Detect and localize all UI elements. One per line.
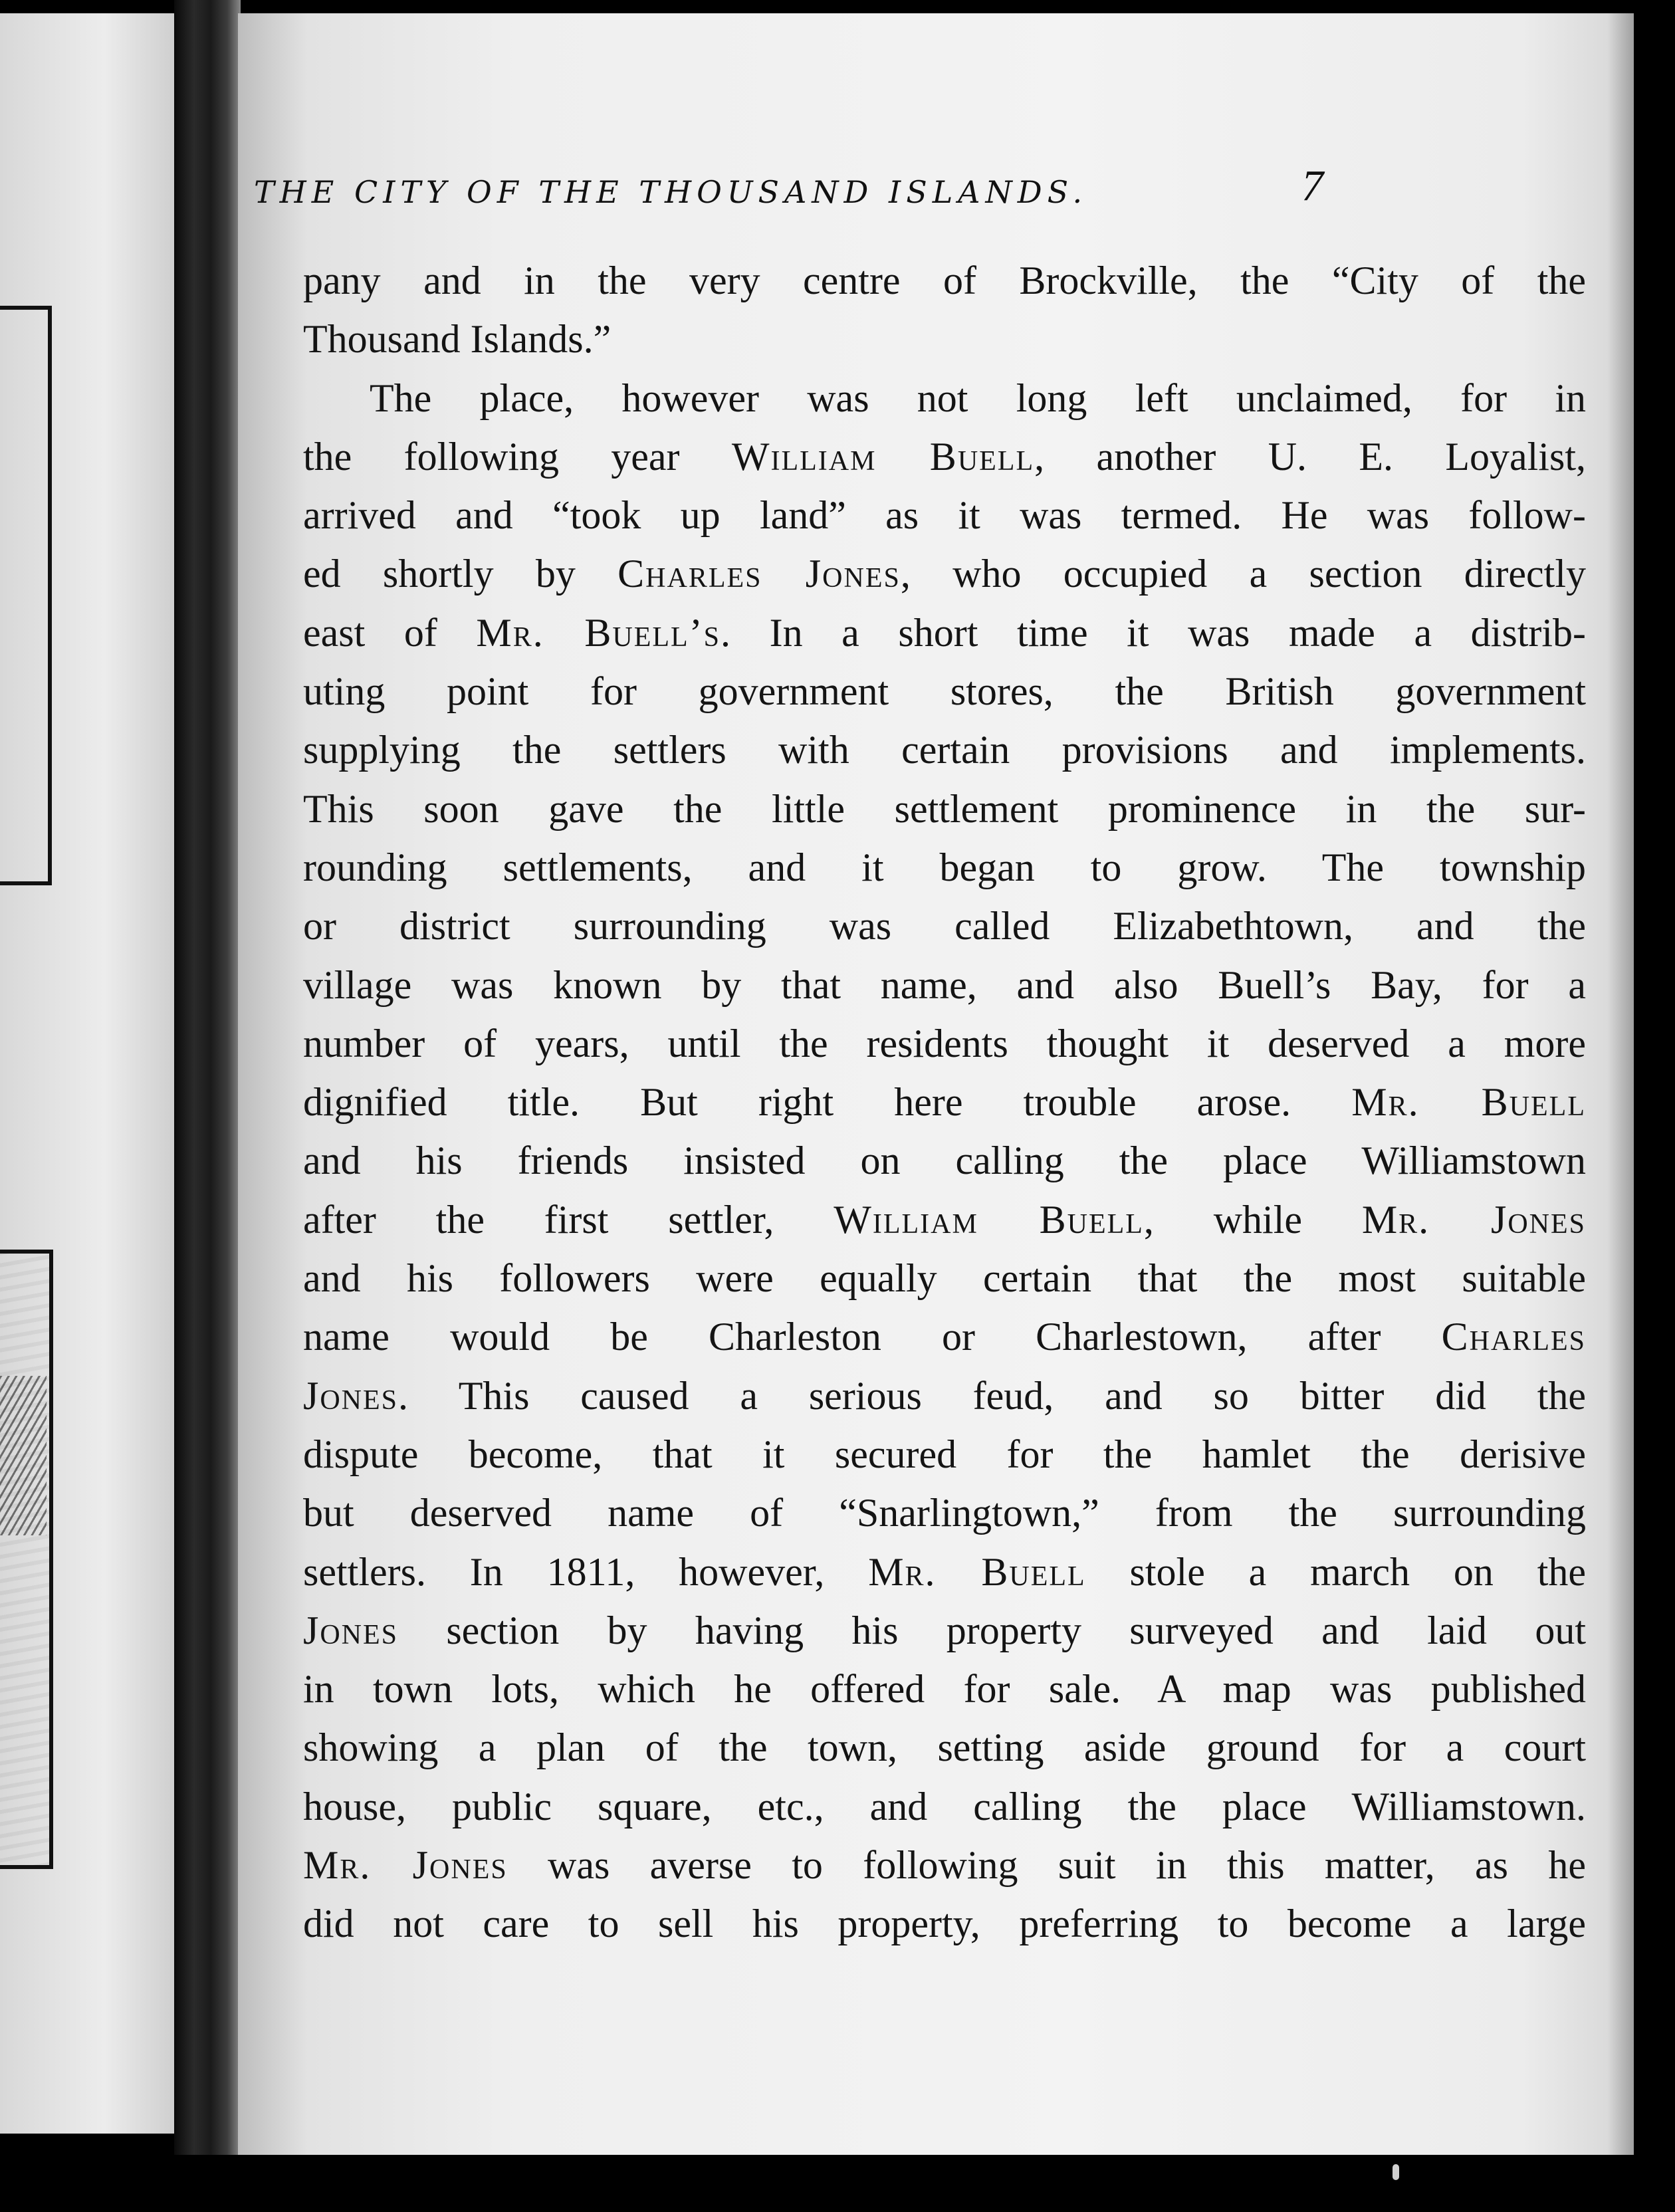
text-line bbox=[303, 544, 1586, 603]
text-segment: dispute become, that it secured for the hamlet the derisive bbox=[303, 1432, 1586, 1476]
text-segment: supplying the settlers with certain provisions and implements. bbox=[303, 728, 1586, 772]
scan-artifact bbox=[1393, 2164, 1399, 2180]
text-segment: did not care to sell his property, preferring to become a large bbox=[303, 1902, 1586, 1946]
map-illustration-fragment bbox=[0, 1376, 47, 1535]
text-line bbox=[303, 1601, 1586, 1660]
text-segment: house, public square, etc., and calling the place Williamstown. bbox=[303, 1784, 1586, 1828]
text-line bbox=[303, 897, 1586, 955]
book-spine-gutter bbox=[174, 0, 241, 2212]
text-segment: Thousand Islands.” bbox=[303, 317, 612, 362]
facing-page-fragment bbox=[0, 13, 174, 2134]
small-caps-name: Mr. Jones bbox=[303, 1843, 508, 1888]
small-caps-name: Mr. Buell bbox=[868, 1549, 1086, 1594]
text-segment: and his followers were equally certain that the most suitable bbox=[303, 1256, 1586, 1301]
text-line bbox=[303, 1190, 1586, 1249]
small-caps-name: Charles bbox=[1441, 1315, 1586, 1359]
text-line bbox=[303, 1894, 1586, 1953]
map-border-lower bbox=[0, 1250, 53, 1869]
text-line bbox=[303, 1249, 1586, 1307]
text-segment: , who occupied a section directly bbox=[900, 552, 1586, 596]
text-line bbox=[303, 1014, 1586, 1073]
page-edge-shadow bbox=[1607, 13, 1634, 2155]
small-caps-name: Jones bbox=[303, 1608, 399, 1652]
text-line bbox=[303, 1073, 1586, 1131]
text-segment: dignified title. But right here trouble arose. bbox=[303, 1080, 1352, 1125]
text-segment: name would be Charleston or Charlestown, after bbox=[303, 1315, 1442, 1359]
text-line bbox=[303, 956, 1586, 1014]
page-number: 7 bbox=[1301, 162, 1323, 210]
text-segment: but deserved name of “Snarlingtown,” from the surrounding bbox=[303, 1491, 1586, 1535]
small-caps-name: Mr. Buell bbox=[1351, 1080, 1586, 1125]
text-segment: east of bbox=[303, 610, 477, 655]
text-line bbox=[303, 427, 1586, 486]
text-line bbox=[303, 662, 1586, 720]
text-segment: or district surrounding was called Elizabethtown, and the bbox=[303, 904, 1586, 948]
text-segment: in town lots, which he offered for sale. A map was published bbox=[303, 1667, 1586, 1712]
text-line bbox=[303, 251, 1586, 310]
small-caps-name: Mr. Jones bbox=[1361, 1197, 1586, 1242]
text-segment: and his friends insisted on calling the place Williamstown bbox=[303, 1139, 1586, 1183]
text-line bbox=[303, 486, 1586, 544]
text-segment: section by having his property surveyed and laid out bbox=[398, 1608, 1586, 1652]
text-line bbox=[303, 1543, 1586, 1601]
text-line bbox=[303, 1660, 1586, 1718]
text-line bbox=[303, 720, 1586, 779]
text-line bbox=[303, 604, 1586, 662]
text-line bbox=[303, 1777, 1586, 1836]
text-segment: showing a plan of the town, setting aside ground for a court bbox=[303, 1725, 1586, 1770]
small-caps-name: William Buell bbox=[731, 434, 1035, 479]
small-caps-name: Mr. Buell’s bbox=[476, 610, 721, 655]
text-segment: number of years, until the residents thought it deserved a more bbox=[303, 1021, 1586, 1065]
text-segment: , another U. E. Loyalist, bbox=[1034, 434, 1586, 479]
text-segment: The place, however was not long left unclaimed, for in bbox=[370, 376, 1586, 420]
text-segment: ed shortly by bbox=[303, 552, 618, 596]
text-line bbox=[303, 369, 1586, 427]
text-segment: This soon gave the little settlement prominence in the sur- bbox=[303, 786, 1586, 831]
text-segment: settlers. In 1811, however, bbox=[303, 1549, 869, 1594]
text-line bbox=[303, 780, 1586, 838]
text-line bbox=[303, 838, 1586, 897]
text-line bbox=[303, 1425, 1586, 1484]
text-segment: uting point for government stores, the British government bbox=[303, 669, 1586, 714]
text-line bbox=[303, 1307, 1586, 1366]
text-segment: . This caused a serious feud, and so bitter did the bbox=[398, 1373, 1586, 1418]
small-caps-name: William Buell bbox=[834, 1197, 1144, 1242]
text-segment: arrived and “took up land” as it was termed. He was follow- bbox=[303, 493, 1586, 538]
text-segment: , while bbox=[1143, 1197, 1362, 1242]
body-text bbox=[303, 251, 1586, 1953]
text-segment: the following year bbox=[303, 434, 732, 479]
text-segment: pany and in the very centre of Brockville, the “City of the bbox=[303, 259, 1586, 302]
scan-bottom-margin bbox=[0, 2155, 1675, 2212]
text-segment: after the first settler, bbox=[303, 1197, 834, 1242]
text-segment: stole a march on the bbox=[1085, 1549, 1587, 1594]
text-segment: rounding settlements, and it began to grow. The township bbox=[303, 845, 1586, 889]
text-segment: was averse to following suit in this matter, as he bbox=[507, 1843, 1586, 1888]
text-segment: . In a short time it was made a distrib- bbox=[721, 610, 1586, 655]
small-caps-name: Jones bbox=[303, 1373, 399, 1418]
text-line bbox=[303, 1484, 1586, 1542]
text-segment: village was known by that name, and also Buell’s Bay, for a bbox=[303, 962, 1586, 1007]
text-line bbox=[303, 1367, 1586, 1425]
map-border-upper bbox=[0, 306, 52, 885]
running-head: THE CITY OF THE THOUSAND ISLANDS. bbox=[254, 174, 1088, 210]
text-line bbox=[303, 310, 1586, 368]
text-line bbox=[303, 1718, 1586, 1777]
text-line bbox=[303, 1836, 1586, 1894]
text-line bbox=[303, 1131, 1586, 1190]
small-caps-name: Charles Jones bbox=[617, 552, 901, 596]
